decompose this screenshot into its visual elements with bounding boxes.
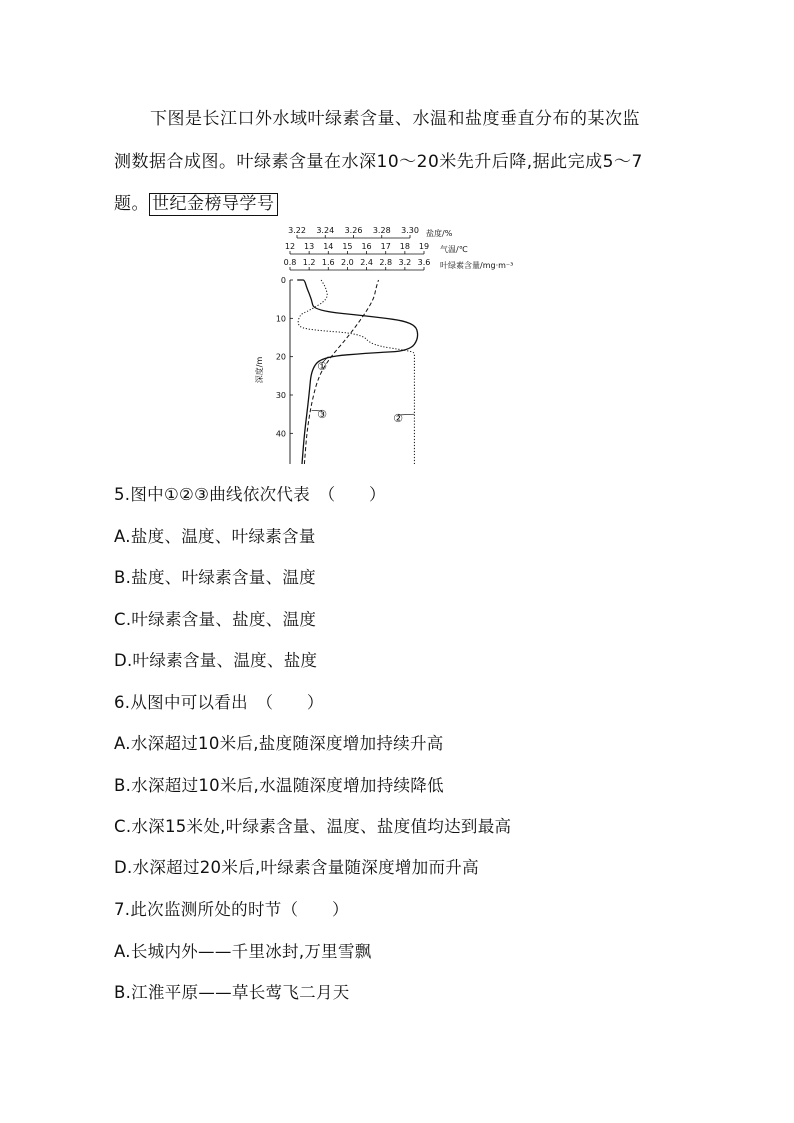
question-7-stem: 7.此次监测所处的时节（ ） xyxy=(114,900,349,919)
axis-tick-label: 16 xyxy=(361,242,372,251)
axis-tick-label: 18 xyxy=(399,242,410,251)
brand-box: 世纪金榜导学号 xyxy=(149,193,278,216)
axis-label: 气温/℃ xyxy=(440,245,468,254)
axis-tick-label: 12 xyxy=(284,242,296,251)
question-5-option-c: C.叶绿素含量、盐度、温度 xyxy=(114,610,317,629)
y-tick-label: 40 xyxy=(275,429,286,439)
question-6-option-d: D.水深超过20米后,叶绿素含量随深度增加而升高 xyxy=(114,858,479,877)
curve-label: ① xyxy=(317,360,327,373)
question-7-option-a: A.长城内外——千里冰封,万里雪飘 xyxy=(114,942,372,961)
axis-tick-label: 3.28 xyxy=(372,226,391,235)
chlorophyll-axis xyxy=(284,258,514,270)
question-5-option-d: D.叶绿素含量、温度、盐度 xyxy=(114,651,318,670)
question-6-option-b: B.水深超过10米后,水温随深度增加持续降低 xyxy=(114,776,444,795)
axis-tick-label: 3.6 xyxy=(417,258,431,267)
question-7-option-b: B.江淮平原——草长莺飞二月天 xyxy=(114,983,350,1002)
axis-tick-label: 0.8 xyxy=(283,258,297,267)
axis-tick-label: 3.24 xyxy=(316,226,335,235)
vertical-distribution-chart xyxy=(250,220,550,470)
salinity-axis xyxy=(288,226,453,238)
axis-tick-label: 1.2 xyxy=(302,258,316,267)
depth-axis xyxy=(254,276,293,464)
curve-label: ② xyxy=(393,412,403,425)
y-tick-label: 30 xyxy=(275,391,286,400)
axis-tick-label: 2.0 xyxy=(341,258,354,267)
question-5-option-a: A.盐度、温度、叶绿素含量 xyxy=(114,527,316,546)
axis-tick-label: 13 xyxy=(304,242,315,251)
y-tick-label: 10 xyxy=(275,314,286,324)
question-6-option-c: C.水深15米处,叶绿素含量、温度、盐度值均达到最高 xyxy=(114,817,512,836)
axis-tick-label: 17 xyxy=(380,242,391,251)
intro-line-1: 下图是长江口外水域叶绿素含量、水温和盐度垂直分布的某次监 xyxy=(150,109,640,129)
axis-tick-label: 1.6 xyxy=(321,258,335,267)
y-axis-label: 深度/m xyxy=(255,356,264,384)
question-6-option-a: A.水深超过10米后,盐度随深度增加持续升高 xyxy=(114,734,444,753)
curve-labels xyxy=(312,357,415,425)
axis-tick-label: 3.22 xyxy=(288,226,306,235)
question-6-stem: 6.从图中可以看出 （ ） xyxy=(114,693,324,712)
axis-label: 叶绿素含量/mg·m⁻³ xyxy=(440,261,514,270)
intro-line-3 xyxy=(114,189,686,216)
axis-tick-label: 19 xyxy=(418,242,430,251)
curves xyxy=(297,280,417,464)
question-5-stem: 5.图中①②③曲线依次代表 （ ） xyxy=(114,485,386,504)
axis-tick-label: 14 xyxy=(323,242,334,251)
intro-line-2: 测数据合成图。叶绿素含量在水深10～20米先升后降,据此完成5～7 xyxy=(114,152,643,172)
temperature-axis xyxy=(285,242,468,254)
y-tick-label: 0 xyxy=(280,276,286,285)
axis-tick-label: 2.4 xyxy=(360,258,373,267)
curve-1 xyxy=(297,280,417,464)
y-tick-label: 20 xyxy=(275,352,286,362)
axis-tick-label: 2.8 xyxy=(379,258,393,267)
axis-tick-label: 15 xyxy=(342,242,353,251)
intro-line-3-prefix: 题。 xyxy=(114,194,149,214)
axis-tick-label: 3.2 xyxy=(398,258,412,267)
question-5-option-b: B.盐度、叶绿素含量、温度 xyxy=(114,568,316,587)
axis-tick-label: 3.26 xyxy=(344,226,363,235)
axis-label: 盐度/% xyxy=(426,229,453,238)
curve-label: ③ xyxy=(317,408,327,421)
axis-tick-label: 3.30 xyxy=(401,226,419,235)
